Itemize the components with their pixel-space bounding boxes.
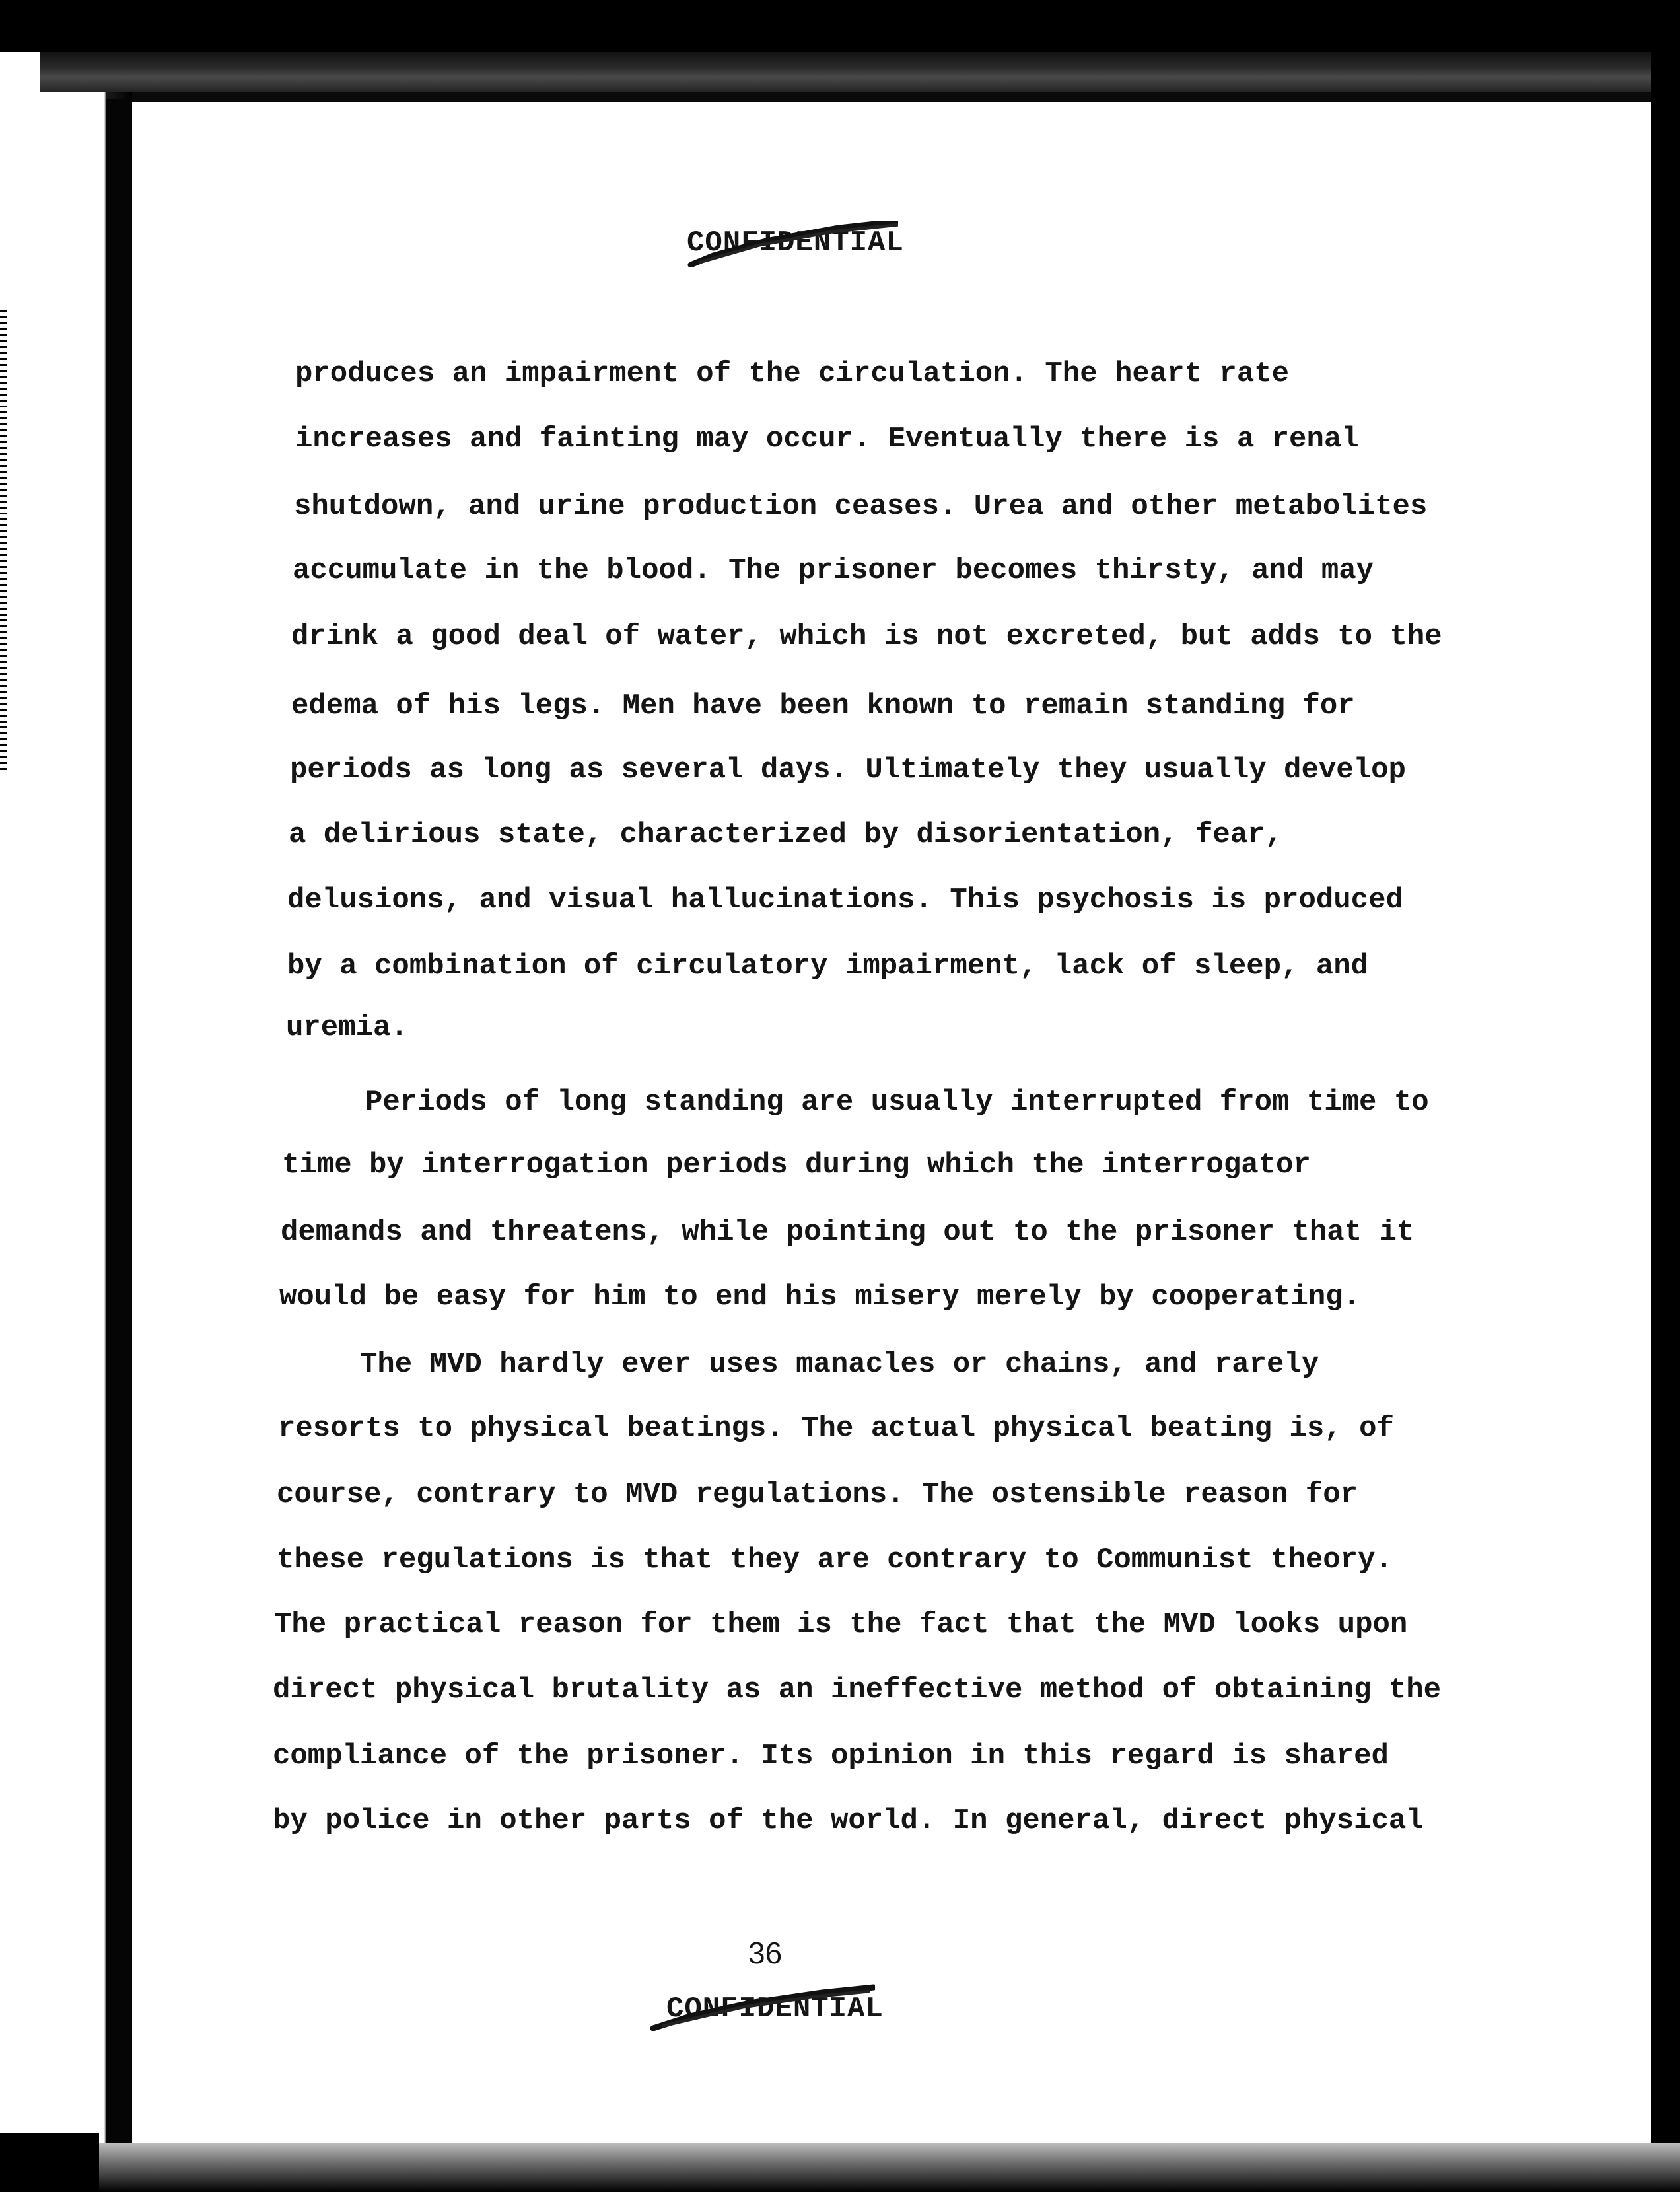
body-line-23: by police in other parts of the world. In general, direct physical xyxy=(273,1804,1424,1837)
body-line-3: shutdown, and urine production ceases. Urea and other metabolites xyxy=(294,490,1428,523)
body-line-5: drink a good deal of water, which is not excreted, but adds to the xyxy=(291,620,1442,653)
footer-strikethrough-mark xyxy=(650,1978,875,2031)
body-line-16: The MVD hardly ever uses manacles or chains, and rarely xyxy=(360,1348,1319,1381)
body-line-15: would be easy for him to end his misery merely by cooperating. xyxy=(279,1281,1361,1314)
footer-classification-text: CONFIDENTIAL xyxy=(666,1993,884,2026)
scan-border-top-edge xyxy=(132,92,1680,102)
scan-border-top-fringe xyxy=(40,52,1680,98)
body-line-1: produces an impairment of the circulation. The heart rate xyxy=(295,357,1290,390)
body-line-22: compliance of the prisoner. Its opinion in this regard is shared xyxy=(273,1740,1389,1773)
footer-classification-stamp xyxy=(650,1978,884,2031)
scan-border-bottom xyxy=(0,2143,1680,2192)
scan-border-top xyxy=(0,0,1680,52)
body-line-8: a delirious state, characterized by disorientation, fear, xyxy=(289,818,1283,851)
body-line-19: these regulations is that they are contrary to Communist theory. xyxy=(277,1543,1393,1576)
body-line-4: accumulate in the blood. The prisoner becomes thirsty, and may xyxy=(293,554,1374,587)
header-strikethrough-mark xyxy=(687,221,898,267)
header-classification-stamp xyxy=(687,221,904,267)
body-line-18: course, contrary to MVD regulations. The ostensible reason for xyxy=(277,1478,1358,1511)
body-line-20: The practical reason for them is the fact that the MVD looks upon xyxy=(274,1608,1408,1641)
body-line-11: uremia. xyxy=(286,1011,408,1044)
header-classification-text: CONFIDENTIAL xyxy=(687,227,904,260)
scan-border-bottom-left xyxy=(0,2133,99,2192)
body-line-13: time by interrogation periods during which the interrogator xyxy=(282,1149,1311,1182)
body-line-7: periods as long as several days. Ultimately they usually develop xyxy=(290,754,1406,787)
body-line-10: by a combination of circulatory impairment, lack of sleep, and xyxy=(287,950,1369,983)
scan-edge-marks xyxy=(0,310,7,773)
scan-border-right xyxy=(1651,52,1680,2192)
body-line-17: resorts to physical beatings. The actual physical beating is, of xyxy=(278,1412,1394,1445)
page-number: 36 xyxy=(748,1936,783,1970)
body-line-21: direct physical brutality as an ineffective method of obtaining the xyxy=(273,1674,1442,1707)
body-line-2: increases and fainting may occur. Eventually there is a renal xyxy=(295,423,1359,456)
scan-border-left-inner xyxy=(106,99,132,2192)
body-line-14: demands and threatens, while pointing out to the prisoner that it xyxy=(281,1216,1415,1249)
body-line-9: delusions, and visual hallucinations. This psychosis is produced xyxy=(287,884,1403,917)
body-line-6: edema of his legs. Men have been known to remain standing for xyxy=(291,689,1355,723)
body-line-12: Periods of long standing are usually interrupted from time to xyxy=(365,1086,1429,1119)
